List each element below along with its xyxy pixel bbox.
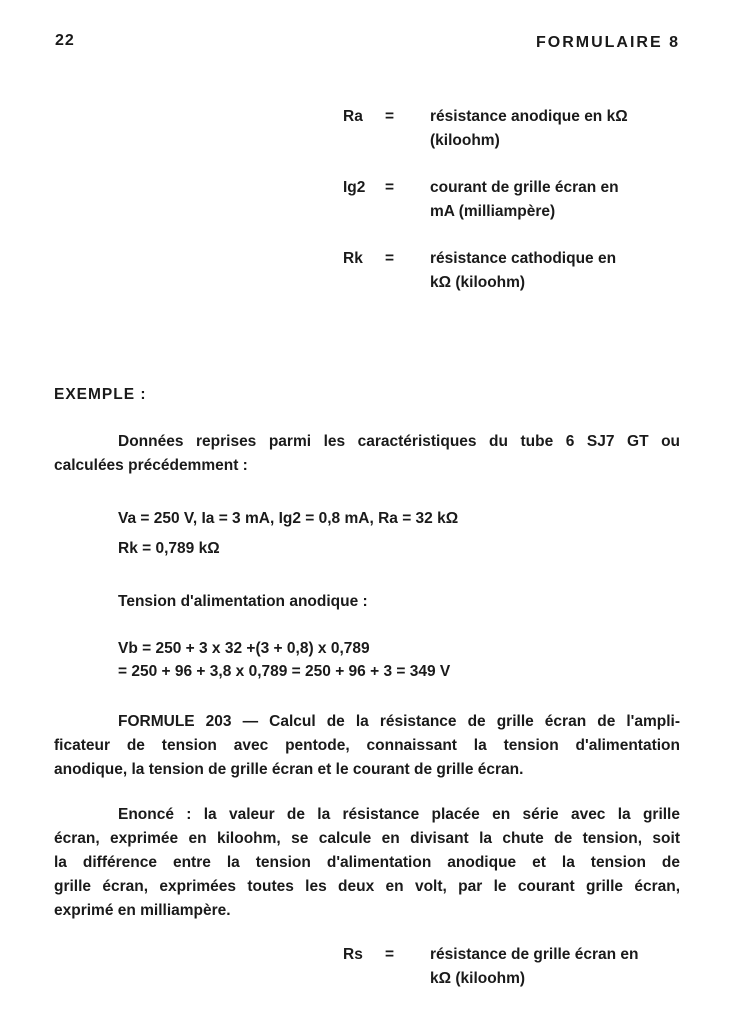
- statement-line: la différence entre la tension d'alimentation anodique et la tension de: [54, 854, 680, 871]
- page-number: 22: [55, 32, 75, 49]
- running-title: FORMULAIRE 8: [536, 34, 680, 51]
- calculation-line1: Vb = 250 + 3 x 32 +(3 + 0,8) x 0,789: [118, 640, 370, 657]
- statement-line: exprimé en milliampère.: [54, 902, 231, 919]
- intro-line: Données reprises parmi les caractéristiques du tube 6 SJ7 GT ou: [118, 433, 680, 450]
- statement-line: grille écran, exprimées toutes les deux en volt, par le courant grille écran,: [54, 878, 680, 895]
- formula-line: FORMULE 203 — Calcul de la résistance de grille écran de l'ampli-: [118, 713, 680, 730]
- example-intro: [54, 430, 680, 478]
- statement-line: Enoncé : la valeur de la résistance placée en série avec la grille: [118, 806, 680, 823]
- definition-line: courant de grille écran en: [430, 179, 619, 196]
- definition-line: kΩ (kiloohm): [430, 970, 526, 987]
- definition-line: mA (milliampère): [430, 203, 556, 220]
- statement-paragraph: [54, 803, 680, 923]
- definition-text-ig2: [430, 176, 680, 224]
- definition-text-rk: [430, 247, 680, 295]
- example-heading: EXEMPLE :: [54, 386, 147, 403]
- definition-text-ra: [430, 105, 680, 153]
- definition-text-rs: [430, 943, 680, 991]
- definition-line: kΩ (kiloohm): [430, 274, 526, 291]
- definition-line: résistance anodique en kΩ: [430, 108, 628, 125]
- intro-line: calculées précédemment :: [54, 457, 248, 474]
- definition-symbol-ig2: Ig2: [343, 179, 366, 196]
- example-values-line2: Rk = 0,789 kΩ: [118, 540, 220, 557]
- calculation-line2: = 250 + 96 + 3,8 x 0,789 = 250 + 96 + 3 = 349 V: [118, 663, 451, 680]
- definition-line: résistance cathodique en: [430, 250, 617, 267]
- formula-line: anodique, la tension de grille écran et le courant de grille écran.: [54, 761, 524, 778]
- definition-symbol-rs: Rs: [343, 946, 363, 963]
- definition-equals: =: [385, 250, 395, 267]
- definition-line: (kiloohm): [430, 132, 500, 149]
- definition-equals: =: [385, 179, 395, 196]
- definition-line: résistance de grille écran en: [430, 946, 639, 963]
- tension-label: Tension d'alimentation anodique :: [118, 593, 368, 610]
- definition-equals: =: [385, 946, 395, 963]
- definition-equals: =: [385, 108, 395, 125]
- definition-symbol-ra: Ra: [343, 108, 363, 125]
- statement-line: écran, exprimée en kiloohm, se calcule en divisant la chute de tension, soit: [54, 830, 680, 847]
- formula-line: ficateur de tension avec pentode, connaissant la tension d'alimentation: [54, 737, 680, 754]
- definition-symbol-rk: Rk: [343, 250, 363, 267]
- formula-paragraph: [54, 710, 680, 782]
- example-values-line1: Va = 250 V, Ia = 3 mA, Ig2 = 0,8 mA, Ra = 32 kΩ: [118, 510, 459, 527]
